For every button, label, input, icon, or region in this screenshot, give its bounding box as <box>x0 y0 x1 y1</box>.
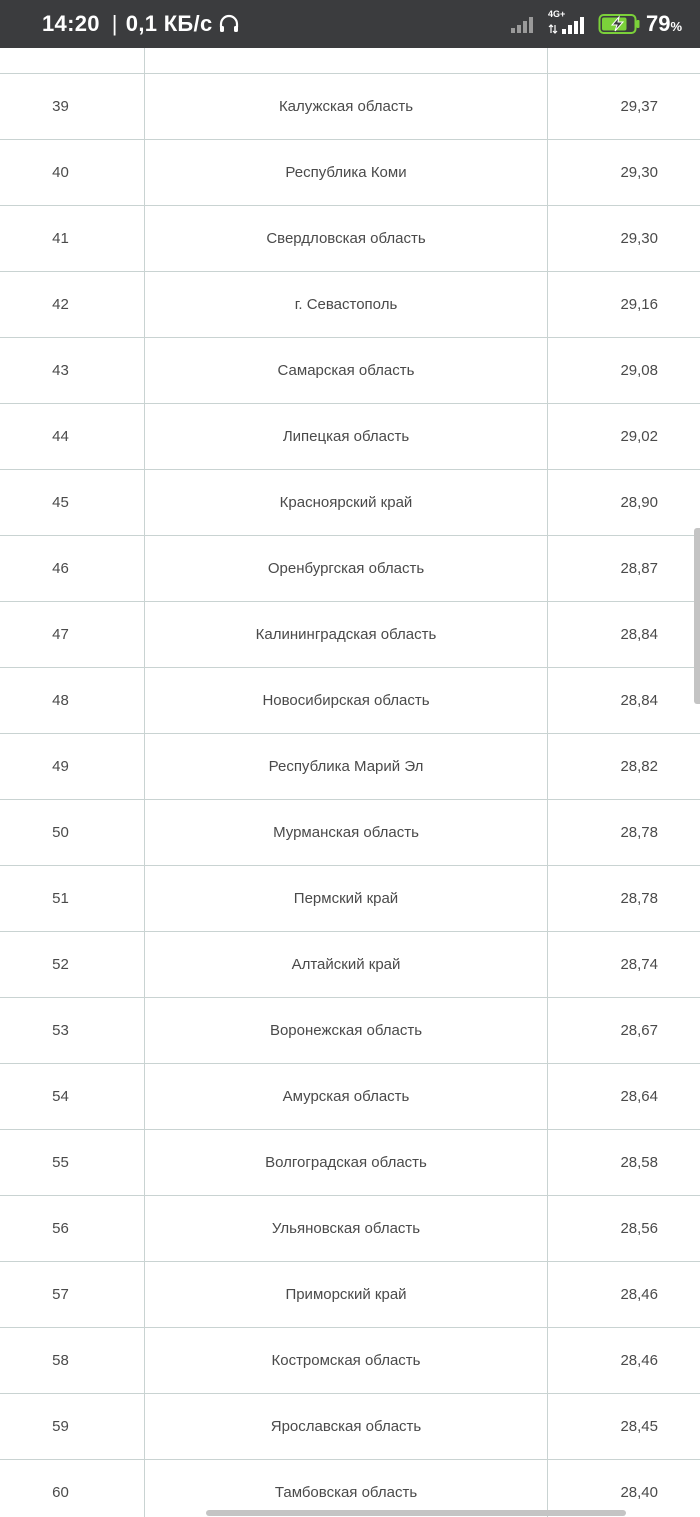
region-cell: Ульяновская область <box>271 1220 421 1237</box>
rank-cell: 59 <box>52 1418 69 1435</box>
region-cell: Приморский край <box>285 1286 407 1303</box>
rank-cell: 45 <box>52 494 69 511</box>
signal-icon <box>510 14 538 34</box>
rank-cell: 44 <box>52 428 69 445</box>
table-row <box>0 668 700 734</box>
value-cell: 28,46 <box>620 1286 658 1303</box>
table-row <box>0 866 700 932</box>
value-cell: 29,30 <box>620 230 658 247</box>
table-row <box>0 470 700 536</box>
value-cell: 28,82 <box>620 758 658 775</box>
region-cell: Свердловская область <box>266 230 426 247</box>
table-row <box>0 1394 700 1460</box>
status-bar-left <box>42 11 240 37</box>
table-body <box>0 48 700 1517</box>
table-row <box>0 602 700 668</box>
value-cell: 29,02 <box>620 428 658 445</box>
battery-percent <box>646 11 682 37</box>
value-cell: 28,78 <box>620 824 658 841</box>
vertical-scrollbar[interactable] <box>694 528 700 704</box>
value-cell: 28,40 <box>620 1484 658 1501</box>
headset-icon <box>218 13 240 35</box>
value-cell: 29,08 <box>620 362 658 379</box>
table-row <box>0 272 700 338</box>
value-cell: 29,37 <box>620 98 658 115</box>
horizontal-scrollbar[interactable] <box>206 1510 626 1516</box>
status-bar <box>0 0 700 48</box>
region-cell: Ярославская область <box>270 1418 422 1435</box>
table-row <box>0 140 700 206</box>
table-row <box>0 800 700 866</box>
value-cell: 28,90 <box>620 494 658 511</box>
value-cell: 28,46 <box>620 1352 658 1369</box>
region-cell: Волгоградская область <box>265 1154 427 1171</box>
region-cell: Самарская область <box>277 362 415 379</box>
table-row <box>0 932 700 998</box>
region-cell: Липецкая область <box>282 428 410 445</box>
table-row <box>0 206 700 272</box>
network-type: 4G+ <box>547 9 566 19</box>
rank-cell: 39 <box>52 98 69 115</box>
table-row <box>0 536 700 602</box>
network-speed: 0,1 КБ/с <box>125 11 213 36</box>
table-row <box>0 338 700 404</box>
region-cell: Республика Марий Эл <box>268 758 424 775</box>
table-row <box>0 1460 700 1517</box>
rank-cell: 53 <box>52 1022 69 1039</box>
value-cell <box>548 48 658 73</box>
rank-cell: 50 <box>52 824 69 841</box>
status-separator: | <box>111 11 118 36</box>
table-row <box>0 734 700 800</box>
rank-cell: 47 <box>52 626 69 643</box>
rank-cell: 40 <box>52 164 69 181</box>
value-cell: 28,87 <box>620 560 658 577</box>
rank-cell: 58 <box>52 1352 69 1369</box>
rank-cell: 49 <box>52 758 69 775</box>
table-row <box>0 404 700 470</box>
region-cell: Мурманская область <box>273 824 419 841</box>
table-row <box>0 1328 700 1394</box>
region-cell: Алтайский край <box>291 956 401 973</box>
region-cell: Амурская область <box>282 1088 410 1105</box>
rank-cell: 56 <box>52 1220 69 1237</box>
value-cell: 28,74 <box>620 956 658 973</box>
value-cell: 28,58 <box>620 1154 658 1171</box>
table-row <box>0 998 700 1064</box>
value-cell: 28,45 <box>620 1418 658 1435</box>
table-row <box>0 1196 700 1262</box>
region-cell: Пермский край <box>293 890 399 907</box>
table-row <box>0 74 700 140</box>
rank-cell: 48 <box>52 692 69 709</box>
table-row <box>0 1130 700 1196</box>
value-cell: 28,64 <box>620 1088 658 1105</box>
rank-cell: 55 <box>52 1154 69 1171</box>
value-cell: 28,84 <box>620 626 658 643</box>
value-cell: 28,78 <box>620 890 658 907</box>
battery-charging-icon <box>598 13 640 35</box>
rank-cell: 54 <box>52 1088 69 1105</box>
rank-cell: 60 <box>52 1484 69 1501</box>
rank-cell: 57 <box>52 1286 69 1303</box>
ratings-table[interactable] <box>0 48 700 1517</box>
value-cell: 28,84 <box>620 692 658 709</box>
region-cell: Костромская область <box>271 1352 421 1369</box>
region-cell: Воронежская область <box>269 1022 423 1039</box>
rank-cell: 43 <box>52 362 69 379</box>
region-cell: г. Севастополь <box>294 296 398 313</box>
rank-cell: 46 <box>52 560 69 577</box>
region-cell: Красноярский край <box>279 494 413 511</box>
table-row <box>0 1262 700 1328</box>
value-cell: 28,56 <box>620 1220 658 1237</box>
rank-cell: 52 <box>52 956 69 973</box>
battery-percent-value: 79 <box>645 11 671 36</box>
lte-signal <box>548 11 588 37</box>
status-time: 14:20 <box>42 11 100 36</box>
region-cell: Калининградская область <box>255 626 437 643</box>
value-cell: 28,67 <box>620 1022 658 1039</box>
region-cell: Новосибирская область <box>262 692 430 709</box>
table-row <box>0 48 700 74</box>
region-cell: Тамбовская область <box>274 1484 418 1501</box>
value-cell: 29,30 <box>620 164 658 181</box>
value-cell: 29,16 <box>620 296 658 313</box>
battery-percent-unit: % <box>670 19 682 34</box>
region-cell: Калужская область <box>278 98 414 115</box>
region-cell <box>145 48 547 73</box>
region-cell: Республика Коми <box>285 164 407 181</box>
status-bar-right <box>510 11 682 37</box>
rank-cell: 42 <box>52 296 69 313</box>
rank-cell: 51 <box>52 890 69 907</box>
region-cell: Оренбургская область <box>267 560 425 577</box>
rank-cell: 41 <box>52 230 69 247</box>
lte-signal-icon <box>548 15 588 37</box>
table-row <box>0 1064 700 1130</box>
rank-cell <box>0 48 121 73</box>
